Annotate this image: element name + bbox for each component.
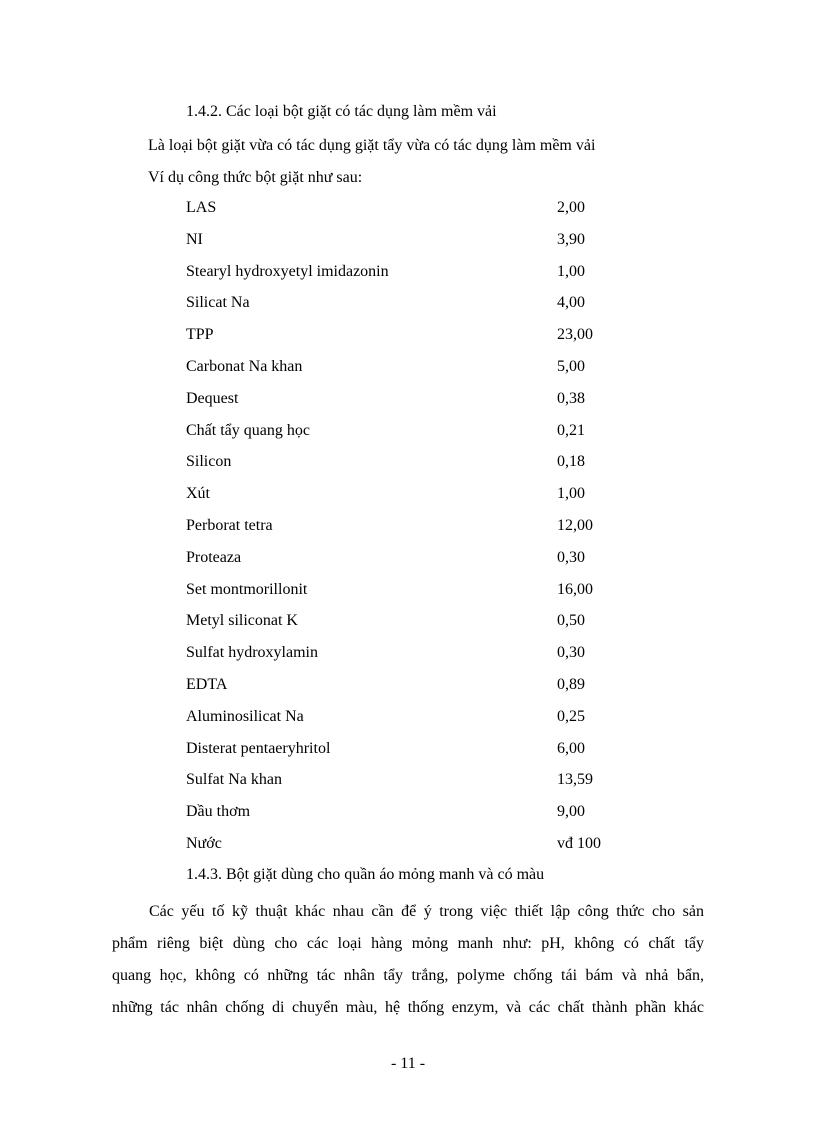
ingredient-value: 3,90 [557, 230, 585, 248]
body-paragraph [112, 896, 704, 1024]
ingredient-name: LAS [186, 199, 217, 216]
ingredient-value: 16,00 [557, 580, 593, 598]
ingredient-name: Nước [186, 834, 222, 852]
ingredient-name: EDTA [186, 675, 228, 693]
ingredient-name: TPP [186, 326, 214, 344]
formula-row [186, 707, 616, 739]
formula-row [186, 421, 616, 453]
ingredient-name: Sulfat hydroxylamin [186, 644, 318, 662]
ingredient-value: 0,21 [557, 421, 585, 439]
ingredient-name: Perborat tetra [186, 516, 273, 534]
ingredient-value: 2,00 [557, 199, 585, 216]
ingredient-name: Carbonat Na khan [186, 357, 303, 375]
formula-row [186, 230, 616, 262]
formula-row [186, 675, 616, 707]
section-heading-1-4-2: 1.4.2. Các loại bột giặt có tác dụng làm mềm vải [186, 103, 497, 120]
ingredient-value: 1,00 [557, 485, 585, 503]
ingredient-name: NI [186, 230, 203, 248]
ingredient-name: Xút [186, 485, 210, 503]
formula-row [186, 293, 616, 325]
ingredient-value: 0,18 [557, 453, 585, 471]
ingredient-value: vđ 100 [557, 834, 601, 852]
formula-row [186, 325, 616, 357]
intro-line-2: Ví dụ công thức bột giặt như sau: [148, 169, 363, 186]
ingredient-value: 6,00 [557, 739, 585, 757]
ingredient-name: Proteaza [186, 548, 242, 566]
ingredient-name: Dầu thơm [186, 803, 251, 821]
formula-row [186, 834, 616, 866]
formula-row [186, 262, 616, 294]
ingredient-value: 0,89 [557, 675, 585, 693]
ingredient-value: 0,25 [557, 707, 585, 725]
ingredient-value: 23,00 [557, 326, 593, 344]
ingredient-value: 0,30 [557, 644, 585, 662]
ingredient-value: 4,00 [557, 294, 585, 312]
ingredient-name: Set montmorillonit [186, 580, 308, 598]
ingredient-name: Dequest [186, 389, 239, 407]
ingredient-name: Silicat Na [186, 294, 250, 312]
ingredient-value: 12,00 [557, 516, 593, 534]
formula-row [186, 548, 616, 580]
paragraph-line: Các yếu tố kỹ thuật khác nhau cần để ý trong việc thiết lập công thức cho sản [149, 903, 704, 920]
section-heading-1-4-3: 1.4.3. Bột giặt dùng cho quần áo mỏng manh và có màu [186, 866, 545, 883]
ingredient-value: 0,30 [557, 548, 585, 566]
formula-row [186, 580, 616, 612]
formula-row [186, 611, 616, 643]
ingredient-name: Aluminosilicat Na [186, 707, 304, 725]
formula-row [186, 198, 616, 230]
formula-row [186, 802, 616, 834]
ingredient-value: 0,50 [557, 612, 585, 630]
page-number: - 11 - [390, 1055, 426, 1072]
paragraph-line: phẩm riêng biệt dùng cho các loại hàng mỏng manh như: pH, không có chất tẩy [112, 935, 704, 952]
ingredient-name: Silicon [186, 453, 232, 471]
ingredient-value: 0,38 [557, 389, 585, 407]
formula-row [186, 770, 616, 802]
paragraph-line: quang học, không có những tác nhân tẩy trắng, polyme chống tái bám và nhả bẩn, [112, 967, 704, 984]
paragraph-line: những tác nhân chống di chuyển màu, hệ thống enzym, và các chất thành phần khác [112, 999, 704, 1016]
formula-row [186, 357, 616, 389]
ingredient-value: 9,00 [557, 803, 585, 821]
formula-row [186, 739, 616, 771]
intro-line-1: Là loại bột giặt vừa có tác dụng giặt tẩy vừa có tác dụng làm mềm vải [148, 137, 596, 154]
formula-row [186, 452, 616, 484]
ingredient-name: Chất tẩy quang học [186, 421, 310, 439]
ingredient-value: 13,59 [557, 771, 593, 789]
ingredient-value: 1,00 [557, 262, 585, 280]
ingredient-name: Metyl siliconat K [186, 612, 298, 630]
ingredient-name: Disterat pentaeryhritol [186, 739, 331, 757]
formula-row [186, 484, 616, 516]
ingredient-name: Sulfat Na khan [186, 771, 282, 789]
formula-table [186, 198, 616, 866]
ingredient-name: Stearyl hydroxyetyl imidazonin [186, 262, 389, 280]
formula-row [186, 389, 616, 421]
formula-row [186, 643, 616, 675]
formula-row [186, 516, 616, 548]
ingredient-value: 5,00 [557, 357, 585, 375]
